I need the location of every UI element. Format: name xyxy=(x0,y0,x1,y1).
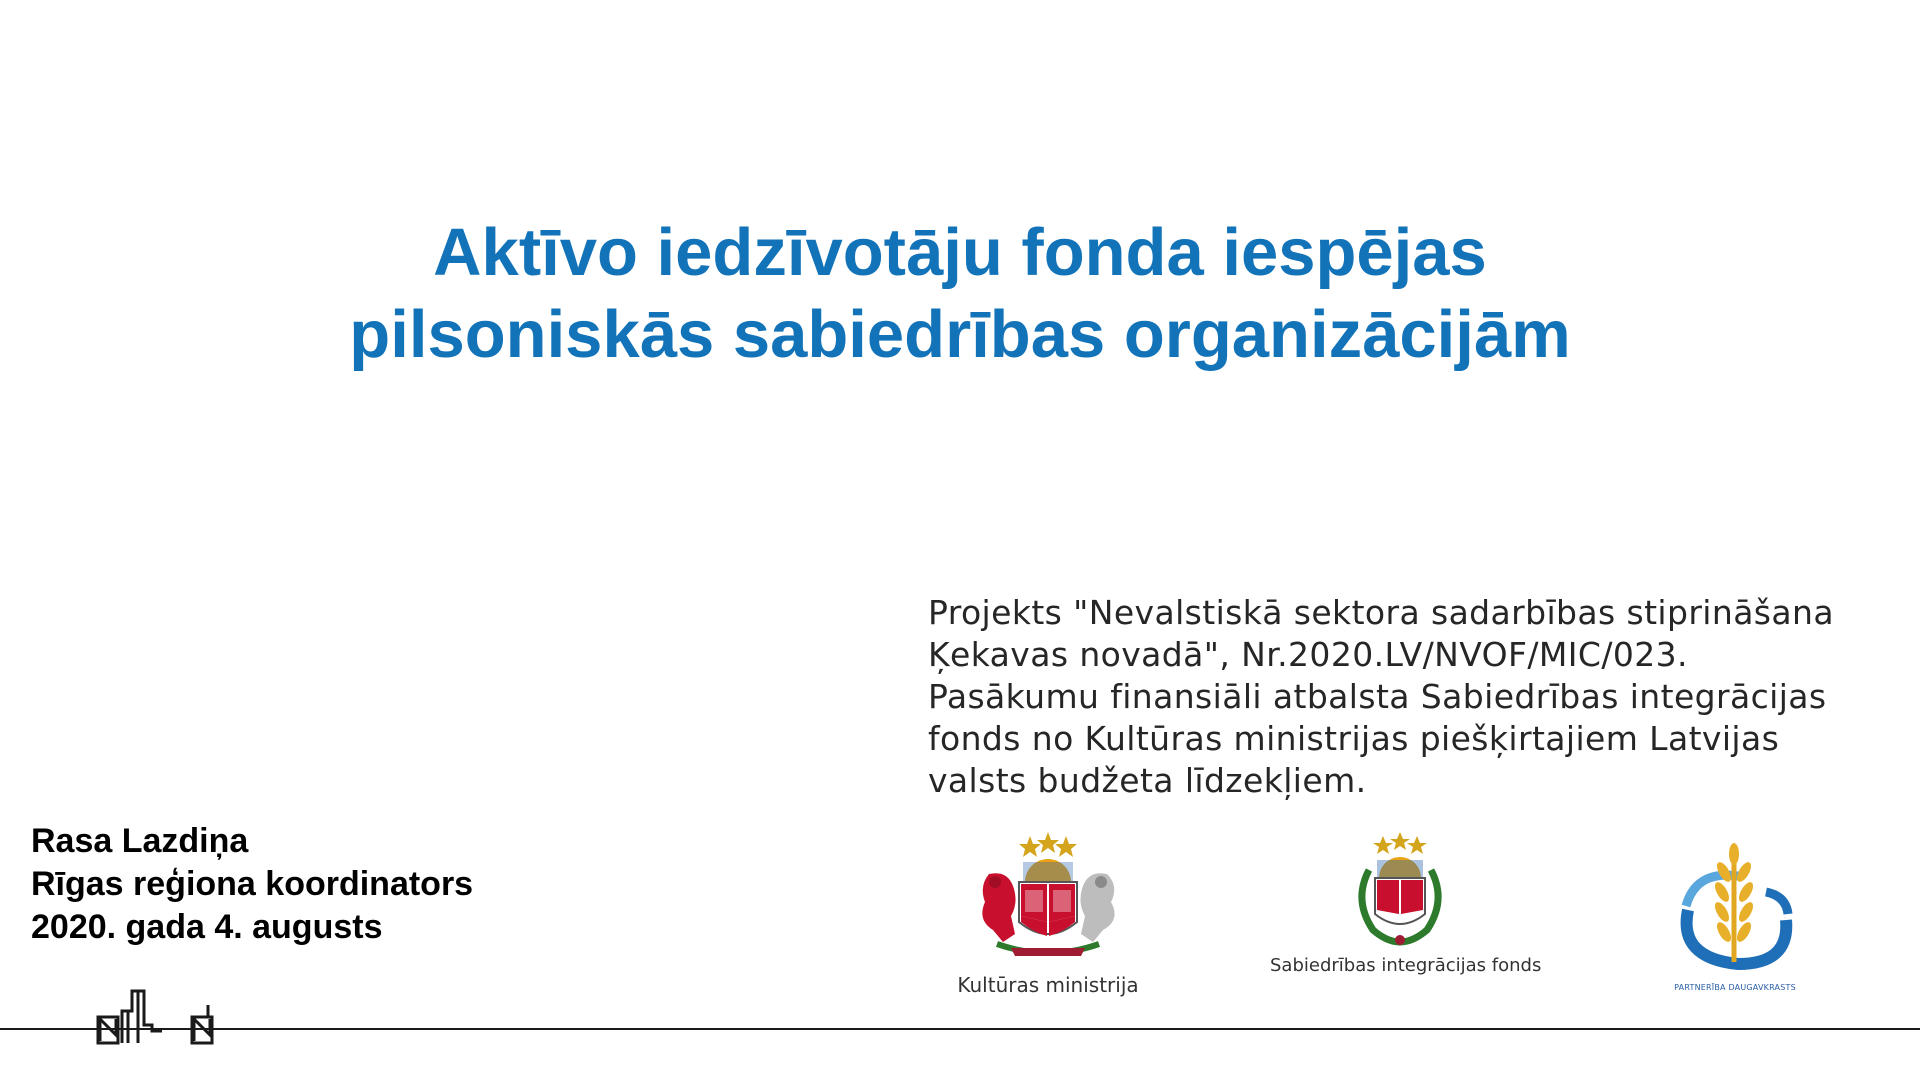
presenter-name: Rasa Lazdiņa xyxy=(31,822,249,860)
partneriba-logo xyxy=(1660,840,1810,992)
kulturas-ministrija-caption: Kultūras ministrija xyxy=(957,973,1139,997)
presenter-info xyxy=(31,820,473,949)
latvia-small-coat-of-arms-icon xyxy=(1345,830,1455,948)
presenter-role: Rīgas reģiona koordinators xyxy=(31,865,474,903)
project-line-5: valsts budžeta līdzekļiem. xyxy=(928,761,1367,800)
footer-logo xyxy=(96,985,236,1050)
project-line-1: Projekts "Nevalstiskā sektora sadarbības stiprināšana xyxy=(928,593,1834,632)
title-line-2: pilsoniskās sabiedrības organizācijām xyxy=(349,297,1571,372)
footer-divider xyxy=(0,1028,1920,1030)
presentation-date: 2020. gada 4. augusts xyxy=(31,908,383,946)
sif-caption: Sabiedrības integrācijas fonds xyxy=(1270,955,1542,976)
latvia-coat-of-arms-icon xyxy=(963,830,1133,964)
partneriba-caption: PARTNERĪBA DAUGAVKRASTS xyxy=(1674,983,1796,992)
wheat-globe-icon xyxy=(1668,840,1802,976)
project-line-3: Pasākumu finansiāli atbalsta Sabiedrības integrācijas xyxy=(928,677,1827,716)
project-line-4: fonds no Kultūras ministrijas piešķirtajiem Latvijas xyxy=(928,719,1780,758)
sif-logo xyxy=(1270,830,1542,976)
project-description xyxy=(928,592,1908,802)
footer-symbol-icon xyxy=(96,985,236,1045)
title-line-1: Aktīvo iedzīvotāju fonda iespējas xyxy=(433,215,1487,290)
slide-title xyxy=(0,212,1920,376)
kulturas-ministrija-logo xyxy=(948,830,1148,997)
project-line-2: Ķekavas novadā", Nr.2020.LV/NVOF/MIC/023. xyxy=(928,635,1688,674)
